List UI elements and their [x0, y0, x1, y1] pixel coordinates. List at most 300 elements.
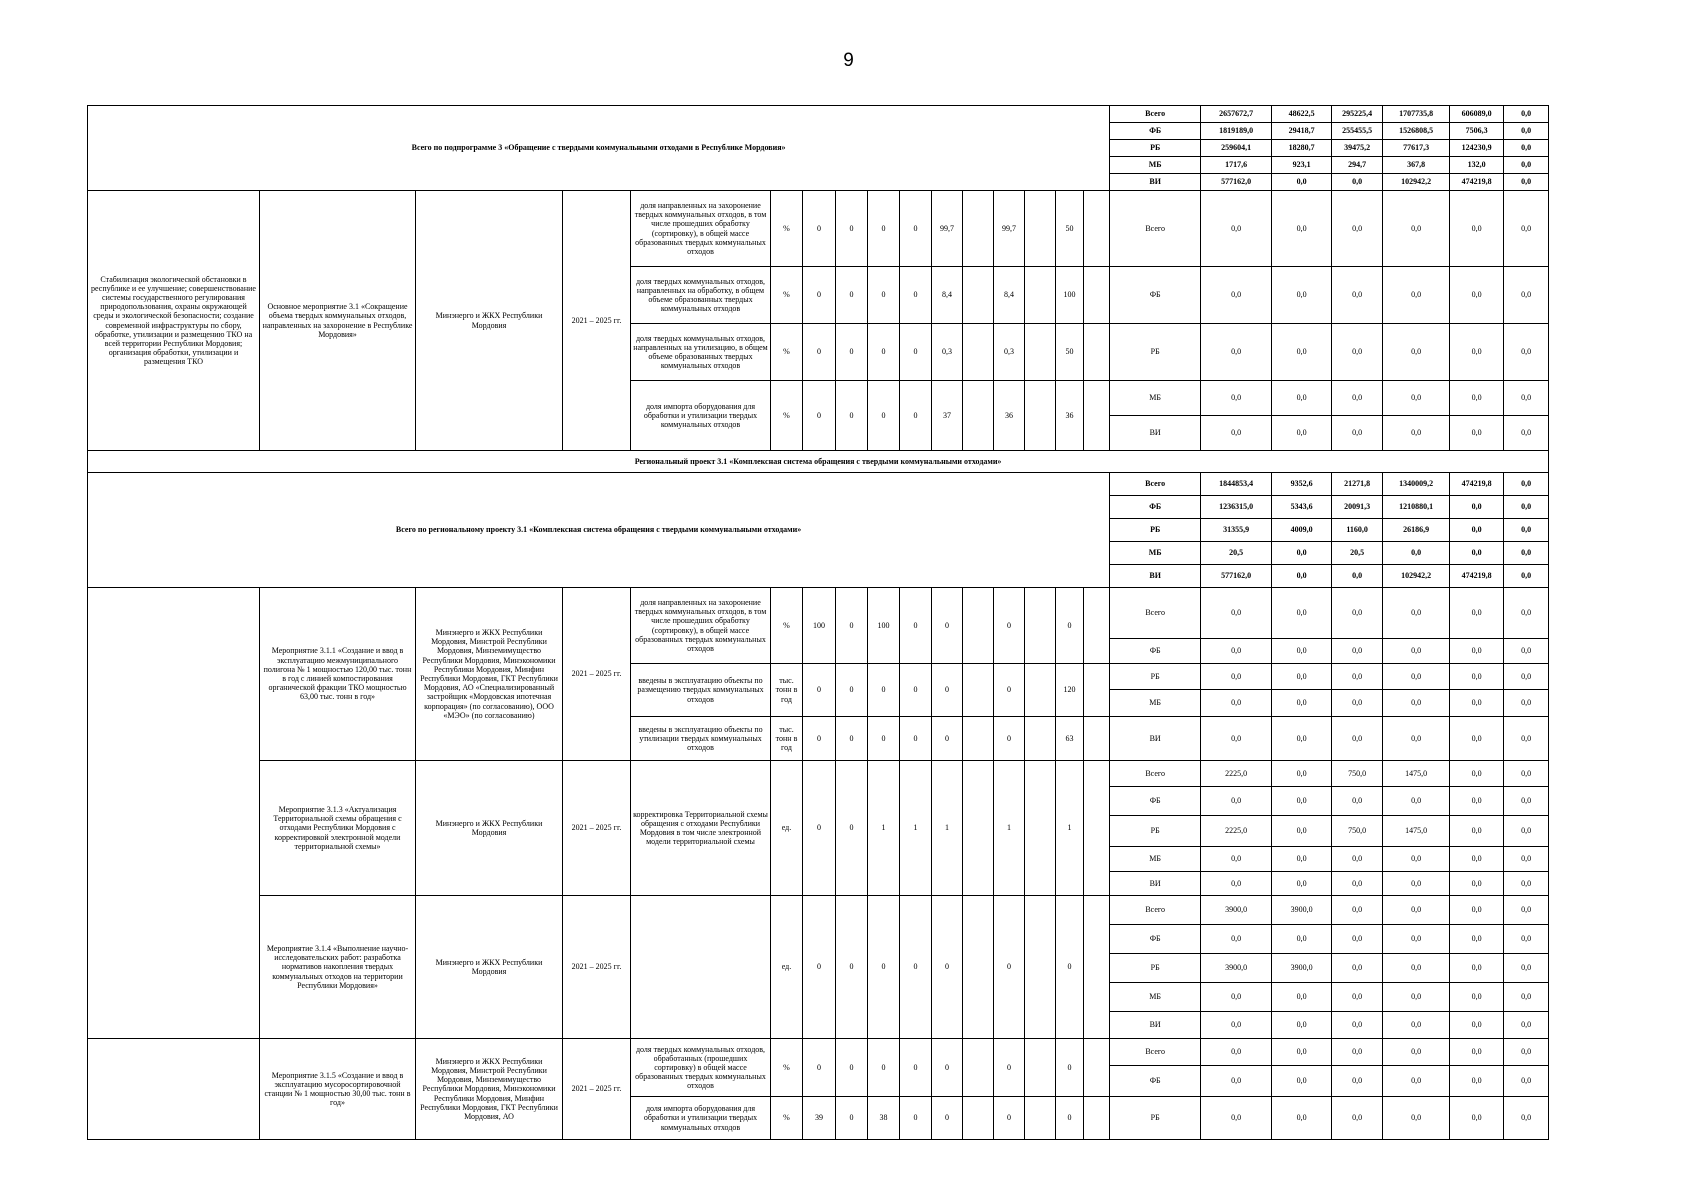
- finance-total: 2657672,7: [1201, 106, 1272, 123]
- finance-y2022: 0,0: [1332, 925, 1383, 954]
- finance-y2025: 0,0: [1504, 416, 1549, 451]
- finance-y2021: 0,0: [1272, 588, 1332, 639]
- indicator-value: 0: [836, 267, 868, 324]
- finance-y2023: 0,0: [1383, 847, 1450, 872]
- finance-source: РБ: [1110, 664, 1201, 690]
- finance-y2024: 0,0: [1450, 1097, 1504, 1140]
- finance-source: ФБ: [1110, 925, 1201, 954]
- finance-total: 0,0: [1201, 983, 1272, 1012]
- indicator-value: [1084, 1097, 1110, 1140]
- finance-total: 0,0: [1201, 847, 1272, 872]
- indicator-value: 36: [994, 381, 1025, 451]
- finance-y2023: 102942,2: [1383, 565, 1450, 588]
- finance-y2025: 0,0: [1504, 1066, 1549, 1097]
- period-cell: 2021 – 2025 гг.: [563, 191, 631, 451]
- indicator-value: [963, 1039, 994, 1097]
- finance-y2023: 1210880,1: [1383, 496, 1450, 519]
- finance-source: Всего: [1110, 896, 1201, 925]
- indicator-unit: тыс. тонн в год: [771, 664, 803, 717]
- finance-source: РБ: [1110, 954, 1201, 983]
- finance-y2022: 750,0: [1332, 816, 1383, 847]
- finance-y2024: 0,0: [1450, 1039, 1504, 1066]
- indicator-value: 37: [932, 381, 963, 451]
- finance-y2023: 0,0: [1383, 191, 1450, 267]
- finance-total: 3900,0: [1201, 954, 1272, 983]
- executor-cell: Минэнерго и ЖКХ Республики Мордовия: [416, 761, 563, 896]
- finance-y2024: 474219,8: [1450, 565, 1504, 588]
- finance-y2021: 0,0: [1272, 174, 1332, 191]
- finance-y2021: 0,0: [1272, 925, 1332, 954]
- indicator-unit: %: [771, 381, 803, 451]
- indicator-value: 1: [932, 761, 963, 896]
- indicator-value: 0: [836, 664, 868, 717]
- finance-y2024: 0,0: [1450, 690, 1504, 717]
- finance-y2023: 77617,3: [1383, 140, 1450, 157]
- finance-y2025: 0,0: [1504, 1012, 1549, 1039]
- finance-y2021: 4009,0: [1272, 519, 1332, 542]
- finance-total: 0,0: [1201, 416, 1272, 451]
- indicator-value: 0: [868, 381, 900, 451]
- indicator-value: [1025, 381, 1056, 451]
- finance-total: 31355,9: [1201, 519, 1272, 542]
- finance-y2025: 0,0: [1504, 1097, 1549, 1140]
- finance-y2021: 0,0: [1272, 639, 1332, 664]
- finance-source: Всего: [1110, 106, 1201, 123]
- finance-y2022: 0,0: [1332, 983, 1383, 1012]
- indicator-value: 0,3: [994, 324, 1025, 381]
- finance-y2022: 0,0: [1332, 381, 1383, 416]
- indicator-value: [1025, 1097, 1056, 1140]
- finance-y2025: 0,0: [1504, 639, 1549, 664]
- finance-y2021: 3900,0: [1272, 954, 1332, 983]
- finance-y2023: 26186,9: [1383, 519, 1450, 542]
- indicator-value: 0: [994, 1097, 1025, 1140]
- finance-y2022: 0,0: [1332, 664, 1383, 690]
- finance-y2024: 0,0: [1450, 1012, 1504, 1039]
- indicator-value: 0: [994, 717, 1025, 761]
- finance-total: 0,0: [1201, 588, 1272, 639]
- finance-y2021: 48622,5: [1272, 106, 1332, 123]
- regional-project-header-row: [88, 451, 1549, 473]
- finance-y2025: 0,0: [1504, 896, 1549, 925]
- finance-y2022: 0,0: [1332, 639, 1383, 664]
- executor-cell: Минэнерго и ЖКХ Республики Мордовия: [416, 191, 563, 451]
- finance-y2024: 124230,9: [1450, 140, 1504, 157]
- indicator-value: 50: [1056, 324, 1084, 381]
- finance-y2022: 0,0: [1332, 690, 1383, 717]
- finance-y2021: 0,0: [1272, 664, 1332, 690]
- finance-y2024: 0,0: [1450, 717, 1504, 761]
- finance-y2023: 0,0: [1383, 872, 1450, 896]
- finance-total: 0,0: [1201, 1097, 1272, 1140]
- indicator-value: 0: [803, 664, 836, 717]
- finance-total: 1844853,4: [1201, 473, 1272, 496]
- indicator-value: 36: [1056, 381, 1084, 451]
- indicator-value: 0: [994, 588, 1025, 664]
- finance-y2022: 21271,8: [1332, 473, 1383, 496]
- finance-y2022: 39475,2: [1332, 140, 1383, 157]
- indicator-value: [963, 761, 994, 896]
- indicator-value: [1084, 761, 1110, 896]
- indicator-value: 0: [803, 717, 836, 761]
- finance-y2024: 0,0: [1450, 1066, 1504, 1097]
- finance-y2024: 0,0: [1450, 896, 1504, 925]
- indicator-value: 0: [1056, 588, 1084, 664]
- indicator-value: 1: [868, 761, 900, 896]
- finance-y2025: 0,0: [1504, 324, 1549, 381]
- finance-y2025: 0,0: [1504, 787, 1549, 816]
- finance-y2024: 0,0: [1450, 496, 1504, 519]
- indicator-value: 0: [994, 664, 1025, 717]
- finance-y2022: 295225,4: [1332, 106, 1383, 123]
- finance-total: 2225,0: [1201, 761, 1272, 787]
- subprogram-total-title: Всего по подпрограмме 3 «Обращение с твердыми коммунальными отходами в Республике Мордовия»: [88, 106, 1110, 191]
- finance-source: ВИ: [1110, 1012, 1201, 1039]
- period-cell: 2021 – 2025 гг.: [563, 761, 631, 896]
- finance-y2023: 0,0: [1383, 542, 1450, 565]
- finance-source: Всего: [1110, 1039, 1201, 1066]
- finance-y2022: 0,0: [1332, 954, 1383, 983]
- finance-y2025: 0,0: [1504, 664, 1549, 690]
- finance-y2022: 0,0: [1332, 267, 1383, 324]
- finance-y2025: 0,0: [1504, 496, 1549, 519]
- indicator-value: [1084, 664, 1110, 717]
- finance-y2022: 0,0: [1332, 1066, 1383, 1097]
- indicator-value: 0: [868, 191, 900, 267]
- finance-y2021: 0,0: [1272, 847, 1332, 872]
- finance-y2023: 0,0: [1383, 1039, 1450, 1066]
- finance-y2022: 0,0: [1332, 872, 1383, 896]
- indicator-value: 0: [1056, 1097, 1084, 1140]
- subprogram-total-row: [88, 106, 1549, 123]
- event-3-1-4-row: [88, 896, 1549, 925]
- indicator-value: 1: [994, 761, 1025, 896]
- finance-y2024: 606089,0: [1450, 106, 1504, 123]
- finance-y2025: 0,0: [1504, 123, 1549, 140]
- indicator-value: 0: [803, 1039, 836, 1097]
- finance-y2022: 294,7: [1332, 157, 1383, 174]
- event-name: Мероприятие 3.1.4 «Выполнение научно-исследовательских работ: разработка нормативов накопления твердых коммунальных отходов на территории Республики Мордовия»: [260, 896, 416, 1039]
- finance-y2025: 0,0: [1504, 542, 1549, 565]
- finance-total: 577162,0: [1201, 565, 1272, 588]
- indicator-value: 0: [900, 1039, 932, 1097]
- finance-source: Всего: [1110, 473, 1201, 496]
- finance-source: ФБ: [1110, 123, 1201, 140]
- finance-y2023: 1340009,2: [1383, 473, 1450, 496]
- period-cell: 2021 – 2025 гг.: [563, 588, 631, 761]
- finance-source: ФБ: [1110, 496, 1201, 519]
- indicator-unit: %: [771, 1097, 803, 1140]
- finance-y2025: 0,0: [1504, 847, 1549, 872]
- indicator-value: [1025, 324, 1056, 381]
- finance-y2022: 1160,0: [1332, 519, 1383, 542]
- finance-total: 3900,0: [1201, 896, 1272, 925]
- finance-source: ФБ: [1110, 1066, 1201, 1097]
- finance-total: 0,0: [1201, 1066, 1272, 1097]
- indicator-value: [963, 588, 994, 664]
- finance-y2021: 0,0: [1272, 717, 1332, 761]
- finance-y2022: 0,0: [1332, 787, 1383, 816]
- finance-y2023: 0,0: [1383, 267, 1450, 324]
- goal-cell-empty: [88, 1039, 260, 1140]
- indicator-value: [1084, 324, 1110, 381]
- finance-y2023: 0,0: [1383, 324, 1450, 381]
- event-name: Мероприятие 3.1.1 «Создание и ввод в эксплуатацию межмуниципального полигона № 1 мощностью 120,00 тыс. тонн в год с линией компостирования органической фракции ТКО мощностью 63,00 тыс. тонн в год»: [260, 588, 416, 761]
- finance-y2022: 255455,5: [1332, 123, 1383, 140]
- finance-y2023: 1707735,8: [1383, 106, 1450, 123]
- indicator-value: 0: [932, 717, 963, 761]
- indicator-unit: тыс. тонн в год: [771, 717, 803, 761]
- finance-y2021: 0,0: [1272, 761, 1332, 787]
- finance-source: Всего: [1110, 588, 1201, 639]
- indicator-value: 0: [836, 588, 868, 664]
- finance-source: РБ: [1110, 140, 1201, 157]
- indicator-value: [963, 717, 994, 761]
- finance-y2022: 0,0: [1332, 174, 1383, 191]
- finance-source: РБ: [1110, 324, 1201, 381]
- finance-y2023: 0,0: [1383, 588, 1450, 639]
- finance-y2024: 0,0: [1450, 381, 1504, 416]
- indicator-value: 0: [900, 588, 932, 664]
- indicator-value: 0: [836, 896, 868, 1039]
- finance-y2021: 923,1: [1272, 157, 1332, 174]
- indicator-name: доля твердых коммунальных отходов, направленных на утилизацию, в общем объеме образованных твердых коммунальных отходов: [631, 324, 771, 381]
- finance-y2024: 0,0: [1450, 816, 1504, 847]
- finance-y2024: 132,0: [1450, 157, 1504, 174]
- indicator-value: 0: [994, 896, 1025, 1039]
- finance-total: 20,5: [1201, 542, 1272, 565]
- finance-total: 0,0: [1201, 690, 1272, 717]
- indicator-value: 0: [868, 717, 900, 761]
- executor-cell: Минэнерго и ЖКХ Республики Мордовия, Минстрой Республики Мордовия, Минземимущество Республики Мордовия, Минэкономики Республики Мордовия, Минфин Республики Мордовия, ГКТ Республики Мордовия, АО: [416, 1039, 563, 1140]
- finance-y2025: 0,0: [1504, 174, 1549, 191]
- goal-cell: Стабилизация экологической обстановки в республике и ее улучшение; совершенствование системы государственного регулирования природопользования, охраны окружающей среды и экологической безопасности; создание современной инфраструктуры по сбору, обработке, утилизации и размещению ТКО на всей территории Республики Мордовия; организация обработки, утилизации и размещения ТКО: [88, 191, 260, 451]
- period-cell: 2021 – 2025 гг.: [563, 896, 631, 1039]
- indicator-name: корректировка Территориальной схемы обращения с отходами Республики Мордовия в том числе электронной модели территориальной схемы: [631, 761, 771, 896]
- finance-y2024: 0,0: [1450, 983, 1504, 1012]
- finance-y2025: 0,0: [1504, 267, 1549, 324]
- indicator-value: [1025, 588, 1056, 664]
- indicator-value: [1084, 1039, 1110, 1097]
- finance-y2023: 0,0: [1383, 954, 1450, 983]
- indicator-value: 8,4: [932, 267, 963, 324]
- indicator-value: 0: [836, 324, 868, 381]
- finance-y2024: 0,0: [1450, 542, 1504, 565]
- finance-y2024: 0,0: [1450, 761, 1504, 787]
- indicator-unit: %: [771, 1039, 803, 1097]
- finance-y2025: 0,0: [1504, 1039, 1549, 1066]
- finance-y2024: 0,0: [1450, 639, 1504, 664]
- finance-source: ВИ: [1110, 416, 1201, 451]
- finance-y2023: 0,0: [1383, 664, 1450, 690]
- regional-total-title: Всего по региональному проекту 3.1 «Комплексная система обращения с твердыми коммунальными отходами»: [88, 473, 1110, 588]
- indicator-value: 0: [803, 761, 836, 896]
- regional-total-row: [88, 473, 1549, 496]
- indicator-value: 0: [868, 1039, 900, 1097]
- indicator-value: 0: [994, 1039, 1025, 1097]
- indicator-name: [631, 896, 771, 1039]
- indicator-value: 0: [1056, 896, 1084, 1039]
- finance-y2023: 0,0: [1383, 416, 1450, 451]
- finance-total: 0,0: [1201, 191, 1272, 267]
- indicator-value: [1025, 267, 1056, 324]
- event-name: Основное мероприятие 3.1 «Сокращение объема твердых коммунальных отходов, направленных на захоронение в Республике Мордовия»: [260, 191, 416, 451]
- indicator-value: [1025, 896, 1056, 1039]
- indicator-value: 0: [932, 896, 963, 1039]
- finance-source: РБ: [1110, 1097, 1201, 1140]
- indicator-value: 0: [900, 896, 932, 1039]
- indicator-value: [963, 1097, 994, 1140]
- indicator-value: [1084, 267, 1110, 324]
- finance-y2024: 0,0: [1450, 519, 1504, 542]
- indicator-value: [963, 191, 994, 267]
- indicator-value: 0: [836, 717, 868, 761]
- finance-y2021: 29418,7: [1272, 123, 1332, 140]
- finance-total: 0,0: [1201, 1039, 1272, 1066]
- finance-y2023: 0,0: [1383, 1012, 1450, 1039]
- indicator-value: [963, 267, 994, 324]
- finance-y2025: 0,0: [1504, 925, 1549, 954]
- indicator-value: 0: [932, 664, 963, 717]
- period-cell: 2021 – 2025 гг.: [563, 1039, 631, 1140]
- finance-y2025: 0,0: [1504, 106, 1549, 123]
- finance-y2022: 0,0: [1332, 717, 1383, 761]
- indicator-value: 100: [1056, 267, 1084, 324]
- indicator-value: 0: [803, 191, 836, 267]
- page-number: 9: [843, 50, 854, 71]
- finance-y2025: 0,0: [1504, 983, 1549, 1012]
- indicator-value: 0: [868, 324, 900, 381]
- indicator-name: доля направленных на захоронение твердых коммунальных отходов, в том числе прошедших обработку (сортировку), в общей массе образованных твердых коммунальных отходов: [631, 588, 771, 664]
- indicator-value: 0: [900, 324, 932, 381]
- indicator-value: [963, 664, 994, 717]
- finance-source: ФБ: [1110, 787, 1201, 816]
- indicator-unit: %: [771, 324, 803, 381]
- finance-total: 0,0: [1201, 872, 1272, 896]
- indicator-value: 0: [803, 381, 836, 451]
- finance-source: ВИ: [1110, 565, 1201, 588]
- indicator-value: 0: [836, 1039, 868, 1097]
- event-name: Мероприятие 3.1.5 «Создание и ввод в эксплуатацию мусоросортировочной станции № 1 мощностью 30,00 тыс. тонн в год»: [260, 1039, 416, 1140]
- finance-y2022: 20091,3: [1332, 496, 1383, 519]
- finance-y2023: 0,0: [1383, 787, 1450, 816]
- finance-y2021: 0,0: [1272, 872, 1332, 896]
- indicator-value: [1084, 896, 1110, 1039]
- indicator-value: 100: [803, 588, 836, 664]
- indicator-value: 38: [868, 1097, 900, 1140]
- indicator-value: 99,7: [932, 191, 963, 267]
- indicator-value: 0: [932, 1039, 963, 1097]
- indicator-value: 0: [900, 191, 932, 267]
- indicator-value: 99,7: [994, 191, 1025, 267]
- indicator-value: 0: [932, 1097, 963, 1140]
- finance-y2021: 0,0: [1272, 1097, 1332, 1140]
- finance-source: РБ: [1110, 816, 1201, 847]
- indicator-value: 63: [1056, 717, 1084, 761]
- finance-y2022: 0,0: [1332, 324, 1383, 381]
- finance-total: 1236315,0: [1201, 496, 1272, 519]
- indicator-value: [1025, 664, 1056, 717]
- main-event-row: [88, 191, 1549, 267]
- finance-y2024: 0,0: [1450, 872, 1504, 896]
- finance-y2021: 0,0: [1272, 191, 1332, 267]
- finance-y2022: 0,0: [1332, 896, 1383, 925]
- indicator-value: 0: [932, 588, 963, 664]
- finance-y2025: 0,0: [1504, 191, 1549, 267]
- indicator-value: [1084, 717, 1110, 761]
- executor-cell: Минэнерго и ЖКХ Республики Мордовия, Минстрой Республики Мордовия, Минземимущество Республики Мордовия, Минэкономики Республики Мордовия, Минфин Республики Мордовия, ГКТ Республики Мордовия, АО «Специализированный застройщик «Мордовская ипотечная корпорация» (по согласованию), ООО «МЭО» (по согласованию): [416, 588, 563, 761]
- finance-source: ВИ: [1110, 174, 1201, 191]
- finance-total: 0,0: [1201, 717, 1272, 761]
- indicator-value: 0: [900, 664, 932, 717]
- regional-project-title: Региональный проект 3.1 «Комплексная система обращения с твердыми коммунальными отходами»: [88, 451, 1549, 473]
- indicator-value: 0: [900, 267, 932, 324]
- finance-y2025: 0,0: [1504, 588, 1549, 639]
- finance-y2024: 0,0: [1450, 416, 1504, 451]
- finance-source: МБ: [1110, 542, 1201, 565]
- indicator-unit: ед.: [771, 896, 803, 1039]
- finance-total: 0,0: [1201, 324, 1272, 381]
- indicator-value: 50: [1056, 191, 1084, 267]
- finance-y2023: 0,0: [1383, 983, 1450, 1012]
- finance-y2021: 0,0: [1272, 787, 1332, 816]
- finance-y2022: 0,0: [1332, 847, 1383, 872]
- indicator-value: 100: [868, 588, 900, 664]
- finance-y2021: 0,0: [1272, 416, 1332, 451]
- finance-y2021: 18280,7: [1272, 140, 1332, 157]
- executor-cell: Минэнерго и ЖКХ Республики Мордовия: [416, 896, 563, 1039]
- goal-cell-empty: [88, 588, 260, 1039]
- finance-y2022: 0,0: [1332, 1097, 1383, 1140]
- indicator-value: 0,3: [932, 324, 963, 381]
- indicator-value: 0: [868, 267, 900, 324]
- finance-y2025: 0,0: [1504, 761, 1549, 787]
- finance-total: 0,0: [1201, 787, 1272, 816]
- finance-y2021: 0,0: [1272, 267, 1332, 324]
- event-name: Мероприятие 3.1.3 «Актуализация Территориальной схемы обращения с отходами Республики Мордовия с корректировкой электронной модели территориальной схемы»: [260, 761, 416, 896]
- finance-y2021: 9352,6: [1272, 473, 1332, 496]
- indicator-value: 0: [900, 1097, 932, 1140]
- finance-y2024: 0,0: [1450, 954, 1504, 983]
- indicator-value: 1: [1056, 761, 1084, 896]
- program-table: [87, 105, 1549, 1140]
- finance-source: ВИ: [1110, 717, 1201, 761]
- finance-y2022: 750,0: [1332, 761, 1383, 787]
- finance-y2021: 5343,6: [1272, 496, 1332, 519]
- indicator-value: [1025, 191, 1056, 267]
- finance-y2025: 0,0: [1504, 872, 1549, 896]
- indicator-unit: ед.: [771, 761, 803, 896]
- finance-y2023: 0,0: [1383, 896, 1450, 925]
- finance-total: 1717,6: [1201, 157, 1272, 174]
- finance-total: 0,0: [1201, 639, 1272, 664]
- finance-y2024: 474219,8: [1450, 473, 1504, 496]
- finance-y2023: 1475,0: [1383, 816, 1450, 847]
- indicator-value: [963, 381, 994, 451]
- indicator-unit: %: [771, 588, 803, 664]
- indicator-value: 0: [1056, 1039, 1084, 1097]
- finance-source: РБ: [1110, 519, 1201, 542]
- indicator-unit: %: [771, 191, 803, 267]
- finance-y2022: 0,0: [1332, 1012, 1383, 1039]
- finance-y2024: 0,0: [1450, 787, 1504, 816]
- indicator-value: 39: [803, 1097, 836, 1140]
- finance-source: МБ: [1110, 847, 1201, 872]
- finance-y2021: 0,0: [1272, 565, 1332, 588]
- indicator-name: введены в эксплуатацию объекты по утилизации твердых коммунальных отходов: [631, 717, 771, 761]
- finance-y2024: 0,0: [1450, 267, 1504, 324]
- indicator-value: 0: [836, 761, 868, 896]
